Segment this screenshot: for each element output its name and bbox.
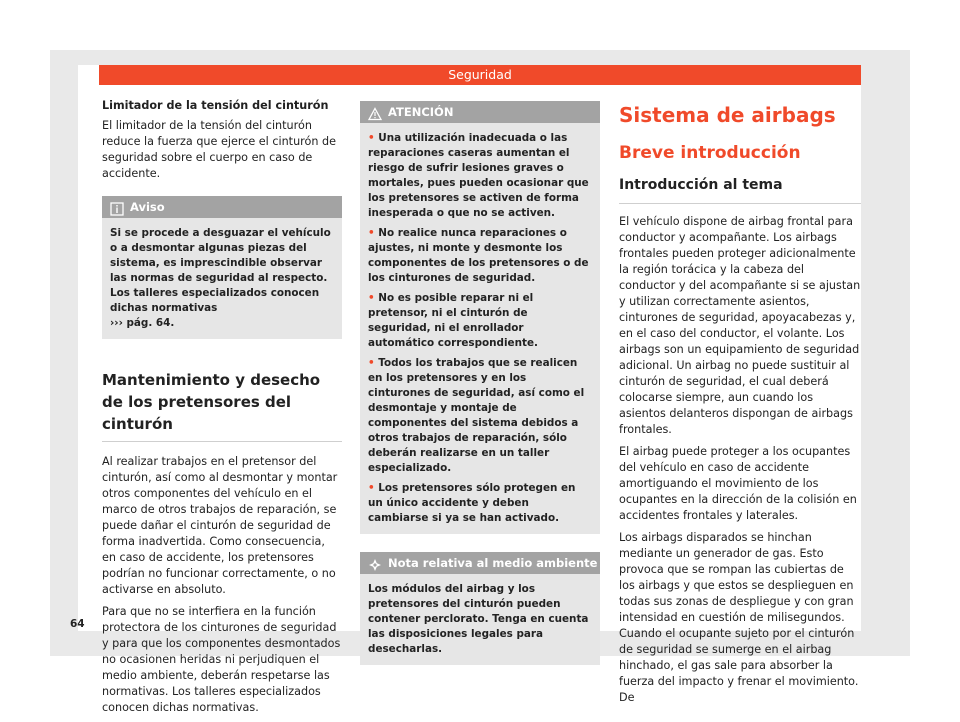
aviso-box bbox=[102, 196, 342, 339]
info-icon bbox=[110, 201, 124, 215]
limiter-heading: Limitador de la tensión del cinturón bbox=[102, 99, 329, 112]
maintenance-paragraph-2: Para que no se interfiera en la función protectora de los cinturones de seguridad y para que los componentes desmontados no ocasionen heridas ni perjudiquen el medio ambiente, deberán respetarse las normativas. Los talleres especializados conocen dichas normativas. bbox=[102, 605, 341, 714]
atencion-bullet: • No es posible reparar ni el pretensor, ni el cinturón de seguridad, ni el enrollador automático correspondiente. bbox=[368, 292, 538, 349]
bullet-dot: • bbox=[368, 482, 379, 494]
brief-intro-subtitle: Breve introducción bbox=[619, 143, 801, 163]
bullet-dot: • bbox=[368, 227, 379, 239]
atencion-header bbox=[360, 101, 600, 123]
bullet-dot: • bbox=[368, 357, 379, 369]
airbag-paragraph-3: Los airbags disparados se hinchan mediante un generador de gas. Esto provoca que se rompan las cubiertas de los airbags y que estos se desplieguen en todas sus zonas de despliegue y con gran intensidad en cuestión de milisegundos. Cuando el ocupante sujeto por el cinturón de seguridad se sumerge en el airbag hinchado, el gas sale para absorber la fuerza del impacto y frenar el movimiento. De bbox=[619, 531, 859, 704]
atencion-box bbox=[360, 101, 600, 534]
maintenance-heading: Mantenimiento y desecho de los pretensores del cinturón bbox=[102, 369, 342, 442]
atencion-bullet: • No realice nunca reparaciones o ajustes, ni monte y desmonte los componentes de los pretensores o de los cinturones de seguridad. bbox=[368, 227, 589, 284]
environment-body: Los módulos del airbag y los pretensores del cinturón pueden contener perclorato. Tenga en cuenta las disposiciones legales para desecharlas. bbox=[360, 574, 600, 665]
aviso-page-ref[interactable]: ››› pág. 64. bbox=[110, 317, 175, 329]
page-number: 64 bbox=[70, 618, 85, 630]
atencion-bullet: • Los pretensores sólo protegen en un único accidente y deben cambiarse si ya se han activado. bbox=[368, 482, 576, 524]
maintenance-paragraph-1: Al realizar trabajos en el pretensor del cinturón, así como al desmontar y montar otros componentes del vehículo en el marco de otros trabajos de reparación, se puede dañar el cinturón de seguridad de forma inadvertida. Como consecuencia, en caso de accidente, los pretensores podrían no funcionar correctamente, o no activarse en absoluto. bbox=[102, 455, 338, 596]
column-left bbox=[102, 98, 342, 722]
column-middle bbox=[360, 101, 600, 665]
aviso-header bbox=[102, 196, 342, 218]
aviso-title: Aviso bbox=[130, 200, 165, 214]
airbag-system-title: Sistema de airbags bbox=[619, 103, 836, 127]
page-header: Seguridad bbox=[99, 65, 861, 85]
column-right bbox=[619, 101, 861, 712]
intro-topic-heading: Introducción al tema bbox=[619, 175, 861, 204]
aviso-body bbox=[102, 218, 342, 339]
airbag-paragraph-1: El vehículo dispone de airbag frontal para conductor y acompañante. Los airbags frontales pueden proteger adicionalmente la región torácica y la cabeza del conductor y del acompañante si se ajustan y utilizan correctamente asientos, cinturones de seguridad, apoyacabezas y, en el caso del conductor, el volante. Los airbags son un equipamiento de seguridad adicional. Un airbag no puede sustituir al cinturón de seguridad, el cual deberá colocarse siempre, aun cuando los asientos delanteros dispongan de airbags frontales. bbox=[619, 215, 861, 436]
atencion-bullet: • Todos los trabajos que se realicen en los pretensores y en los cinturones de seguridad, así como el desmontaje y montaje de componentes del sistema debidos a otros trabajos de reparación, sólo deberán realizarse en un taller especializado. bbox=[368, 357, 585, 474]
bullet-dot: • bbox=[368, 292, 379, 304]
limiter-paragraph: El limitador de la tensión del cinturón reduce la fuerza que ejerce el cinturón de seguridad sobre el cuerpo en caso de accidente. bbox=[102, 119, 336, 180]
atencion-bullet: • Una utilización inadecuada o las reparaciones caseras aumentan el riesgo de sufrir lesiones graves o mortales, pues pueden ocasionar que los pretensores se activen de forma inesperada o que no se activen. bbox=[368, 132, 589, 219]
warning-icon bbox=[368, 106, 382, 120]
environment-title: Nota relativa al medio ambiente bbox=[388, 556, 598, 570]
atencion-title: ATENCIÓN bbox=[388, 105, 454, 119]
environment-header bbox=[360, 552, 600, 574]
airbag-paragraph-2: El airbag puede proteger a los ocupantes del vehículo en caso de accidente amortiguando el movimiento de los ocupantes en la dirección de la colisión en accidentes frontales y laterales. bbox=[619, 445, 857, 522]
atencion-body bbox=[360, 123, 600, 534]
bullet-dot: • bbox=[368, 132, 379, 144]
environment-icon bbox=[368, 557, 382, 571]
environment-box bbox=[360, 552, 600, 665]
aviso-text: Si se procede a desguazar el vehículo o a desmontar algunas piezas del sistema, es imprescindible observar las normas de seguridad al respecto. Los talleres especializados conocen dichas normativas bbox=[110, 227, 331, 314]
